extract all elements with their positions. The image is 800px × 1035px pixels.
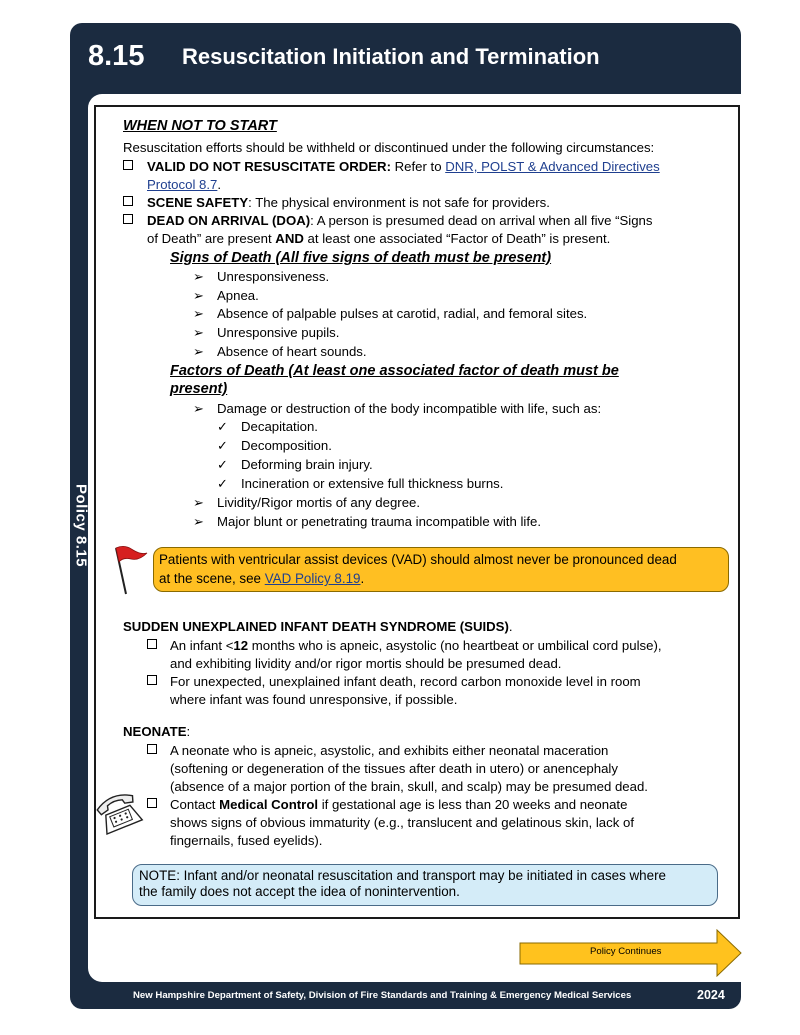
list-item: [193, 287, 204, 305]
vad-alert-end: .: [360, 571, 365, 586]
section-heading-when-not-to-start: WHEN NOT TO START: [123, 118, 277, 134]
list-item: [217, 456, 228, 474]
sign-item: Unresponsiveness.: [217, 269, 330, 284]
list-item: [193, 343, 204, 361]
checkbox-icon: [147, 744, 157, 754]
arrow-bullet-icon: ➢: [193, 514, 205, 529]
arrow-bullet-icon: ➢: [193, 401, 205, 416]
suids-item2: For unexpected, unexplained infant death, record carbon monoxide level in room: [170, 674, 641, 689]
scene-safety-text: [147, 194, 550, 212]
checkmark-icon: ✓: [217, 438, 229, 453]
neonate-item1-cont: (softening or degeneration of the tissues after death in utero) or anencephaly: [170, 761, 618, 776]
suids-item1-c: months who is apneic, asystolic (no heartbeat or umbilical cord pulse),: [248, 638, 662, 653]
side-tab: [68, 484, 94, 604]
arrow-bullet-icon: ➢: [193, 344, 205, 359]
factor-item: Major blunt or penetrating trauma incompatible with life.: [217, 514, 541, 529]
signs-of-death-heading: Signs of Death (All five signs of death must be present): [170, 250, 552, 266]
neonate-item2-cont2: fingernails, fused eyelids).: [170, 833, 323, 848]
arrow-bullet-icon: ➢: [193, 269, 205, 284]
arrow-bullet-icon: ➢: [193, 288, 205, 303]
neonate-heading-text: NEONATE: [123, 724, 187, 739]
checkmark-icon: ✓: [217, 457, 229, 472]
valid-dnr-end: .: [217, 177, 222, 192]
vad-policy-link[interactable]: VAD Policy 8.19: [264, 571, 361, 586]
suids-item1-a: An infant <: [170, 638, 234, 653]
checkbox-icon: [147, 798, 157, 808]
sign-item: Absence of heart sounds.: [217, 344, 367, 359]
factor-item: Lividity/Rigor mortis of any degree.: [217, 495, 421, 510]
checkbox-icon: [123, 214, 133, 224]
neonate-heading-end: :: [186, 724, 191, 739]
neonate-item1: A neonate who is apneic, asystolic, and exhibits either neonatal maceration: [170, 743, 609, 758]
suids-heading-text: SUDDEN UNEXPLAINED INFANT DEATH SYNDROME (SUIDS): [123, 619, 509, 634]
neonate-item2-a: Contact: [170, 797, 220, 812]
checkmark-icon: ✓: [217, 419, 229, 434]
valid-dnr-refer: Refer to: [390, 159, 446, 174]
damage-item: Incineration or extensive full thickness burns.: [241, 476, 504, 491]
sign-item: Absence of palpable pulses at carotid, radial, and femoral sites.: [217, 306, 588, 321]
arrow-bullet-icon: ➢: [193, 495, 205, 510]
damage-item: Decomposition.: [241, 438, 332, 453]
list-item: [147, 796, 157, 814]
page-title: Resuscitation Initiation and Termination: [182, 44, 600, 69]
policy-continues-label[interactable]: Policy Continues: [590, 946, 662, 957]
factors-of-death-heading-cont: present): [170, 381, 228, 397]
list-item: [217, 475, 228, 493]
checkbox-icon: [123, 160, 133, 170]
footer-year: 2024: [697, 988, 725, 1002]
suids-heading-end: .: [508, 619, 513, 634]
sign-item: Apnea.: [217, 288, 259, 303]
doa-and: AND: [275, 231, 304, 246]
factor-item: Damage or destruction of the body incompatible with life, such as:: [217, 401, 602, 416]
checkbox-icon: [147, 639, 157, 649]
doa-label: DEAD ON ARRIVAL (DOA): [147, 213, 311, 228]
checkmark-icon: ✓: [217, 476, 229, 491]
list-item: [193, 305, 204, 323]
footer-text: New Hampshire Department of Safety, Division of Fire Standards and Training & Emergency Medical Services: [133, 990, 632, 1001]
list-item: [193, 513, 204, 531]
list-item: [193, 324, 204, 342]
suids-item1-b: 12: [233, 638, 249, 653]
sign-item: Unresponsive pupils.: [217, 325, 340, 340]
list-item: [193, 494, 204, 512]
valid-dnr-text-cont: [147, 176, 221, 194]
suids-item1-cont: and exhibiting lividity and/or rigor mortis should be presumed dead.: [170, 656, 562, 671]
suids-heading: [123, 618, 513, 636]
damage-item: Decapitation.: [241, 419, 318, 434]
list-item-doa: [123, 212, 133, 230]
dnr-protocol-link[interactable]: DNR, POLST & Advanced Directives: [445, 159, 660, 174]
factors-of-death-heading: Factors of Death (At least one associated factor of death must be: [170, 363, 619, 379]
vad-alert-line2: [159, 570, 364, 588]
suids-item2-cont: where infant was found unresponsive, if possible.: [170, 692, 458, 707]
protocol-8-7-link[interactable]: Protocol 8.7: [147, 177, 218, 192]
neonate-item2-c: if gestational age is less than 20 weeks and neonate: [318, 797, 628, 812]
checkbox-icon: [147, 675, 157, 685]
red-flag-icon: [111, 544, 151, 596]
neonate-item2: [170, 796, 627, 814]
neonate-item2-cont: shows signs of obvious immaturity (e.g., translucent and gelatinous skin, lack of: [170, 815, 634, 830]
note-line2: the family does not accept the idea of nonintervention.: [139, 884, 460, 899]
list-item: [193, 268, 204, 286]
list-item: [217, 418, 228, 436]
note-line1: NOTE: Infant and/or neonatal resuscitation and transport may be initiated in cases where: [139, 868, 666, 883]
damage-item: Deforming brain injury.: [241, 457, 373, 472]
policy-number: 8.15: [88, 40, 145, 72]
neonate-item1-cont2: (absence of a major portion of the brain, skull, and scalp) may be presumed dead.: [170, 779, 648, 794]
valid-dnr-text: [147, 158, 660, 176]
list-item: [217, 437, 228, 455]
doa-text-cont: [147, 230, 610, 248]
vad-alert-text: at the scene, see: [159, 571, 265, 586]
list-item: [147, 742, 157, 760]
neonate-heading: [123, 723, 190, 741]
telephone-icon: [94, 788, 144, 838]
doa-desc: : A person is presumed dead on arrival when all five “Signs: [310, 213, 653, 228]
intro-text: Resuscitation efforts should be withheld or discontinued under the following circumstances:: [123, 140, 655, 155]
list-item-valid-dnr: [123, 158, 133, 176]
list-item: [147, 673, 157, 691]
valid-dnr-label: VALID DO NOT RESUSCITATE ORDER:: [147, 159, 391, 174]
list-item-scene-safety: [123, 194, 133, 212]
vad-alert-line1: Patients with ventricular assist devices (VAD) should almost never be pronounced dead: [159, 552, 677, 567]
doa-desc-2a: of Death” are present: [147, 231, 276, 246]
side-tab-label: Policy 8.15: [72, 484, 90, 568]
doa-text: [147, 212, 652, 230]
arrow-bullet-icon: ➢: [193, 306, 205, 321]
arrow-bullet-icon: ➢: [193, 325, 205, 340]
checkbox-icon: [123, 196, 133, 206]
suids-item1: [170, 637, 662, 655]
doa-desc-2b: at least one associated “Factor of Death” is present.: [303, 231, 611, 246]
list-item: [147, 637, 157, 655]
scene-safety-label: SCENE SAFETY: [147, 195, 249, 210]
scene-safety-desc: : The physical environment is not safe for providers.: [248, 195, 550, 210]
list-item: [193, 400, 204, 418]
medical-control-label: Medical Control: [219, 797, 319, 812]
